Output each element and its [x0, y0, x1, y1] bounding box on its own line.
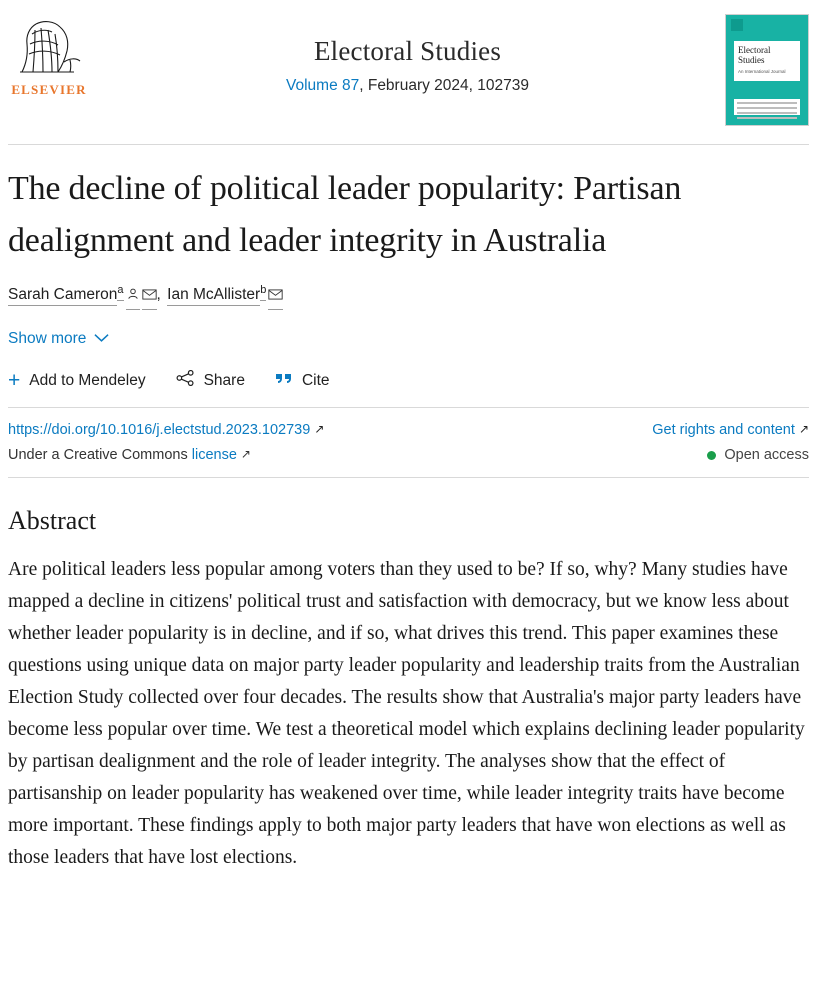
rights-link-wrap [652, 422, 809, 438]
abstract-text: Are political leaders less popular among voters than they used to be? If so, why? Many studies have mapped a decline in citizens' political trust and satisfaction with democracy, but we know less about whether leader popularity is in decline, and if so, what drives this trend. This paper examines these questions using unique data on major party leader popularity and leadership traits from the Australian Election Study collected over four decades. The results show that Australia's major party leaders have become less popular over time. We test a theoretical model which explains declining leader popularity by partisan dealignment and the role of leader integrity. The analyses show that the effect of partisanship on leader popularity has weakened over time, while leader integrity traits have become more important. These findings apply to both major party leaders that have won elections as well as those leaders that have lost elections. [8, 559, 805, 869]
cite-label: Cite [301, 371, 330, 389]
open-access-badge [707, 447, 809, 463]
abstract-section [8, 478, 809, 874]
chevron-down-icon [94, 330, 109, 348]
license-row [8, 438, 809, 477]
license-prefix: Under a Creative Commons [8, 447, 188, 464]
author-name[interactable]: Sarah Cameron [8, 286, 117, 306]
author-affiliation-marker[interactable]: a [117, 284, 123, 301]
external-link-icon: ↗ [240, 447, 251, 462]
license-link[interactable]: license [191, 447, 237, 464]
cover-corner-mark [731, 19, 743, 31]
elsevier-logo[interactable] [8, 10, 90, 98]
share-icon [176, 370, 195, 391]
envelope-icon[interactable] [268, 286, 283, 310]
open-access-label: Open access [724, 447, 809, 464]
cover-title: Electoral Studies [738, 45, 771, 65]
cover-title-band [734, 41, 800, 81]
abstract-heading: Abstract [8, 506, 97, 536]
page-title: The decline of political leader popularity: Partisan dealignment and leader integrity in Australia [8, 170, 682, 259]
author-separator: , [156, 286, 161, 304]
external-link-icon: ↗ [798, 422, 809, 437]
author-affiliation-marker[interactable]: b [260, 284, 266, 301]
plus-icon: + [8, 368, 21, 392]
cover-subtitle: An International Journal [738, 69, 786, 74]
green-dot-icon [707, 451, 716, 460]
issue-info: , February 2024, 102739 [359, 77, 529, 94]
share-label: Share [203, 371, 245, 389]
external-link-icon: ↗ [314, 422, 325, 437]
show-more-toggle[interactable] [8, 330, 109, 348]
article-action-bar [8, 370, 809, 391]
add-to-mendeley-label: Add to Mendeley [29, 371, 146, 389]
journal-cover-image[interactable] [725, 14, 809, 126]
journal-info [90, 10, 725, 95]
author-entry [167, 286, 283, 303]
cite-button[interactable] [275, 371, 330, 391]
get-rights-and-content-link[interactable]: Get rights and content [652, 422, 795, 439]
cover-footer-lines [734, 99, 800, 115]
author-list [8, 279, 809, 310]
author-entry [8, 286, 157, 303]
doi-link-wrap [8, 422, 324, 438]
license-text [8, 447, 251, 463]
volume-link[interactable]: Volume 87 [285, 77, 360, 94]
share-button[interactable] [176, 370, 245, 391]
quote-icon [275, 371, 293, 391]
add-to-mendeley-button[interactable] [8, 368, 146, 392]
doi-row [8, 408, 809, 438]
person-icon[interactable] [126, 286, 140, 310]
journal-title[interactable]: Electoral Studies [313, 36, 502, 66]
journal-issue [90, 77, 725, 95]
elsevier-wordmark: ELSEVIER [11, 82, 87, 97]
elsevier-tree-logo-icon [8, 14, 90, 80]
masthead [8, 0, 809, 145]
author-name[interactable]: Ian McAllister [167, 286, 260, 306]
envelope-icon[interactable] [142, 286, 157, 310]
show-more-label: Show more [8, 330, 87, 348]
doi-link[interactable]: https://doi.org/10.1016/j.electstud.2023.102739 [8, 422, 311, 439]
